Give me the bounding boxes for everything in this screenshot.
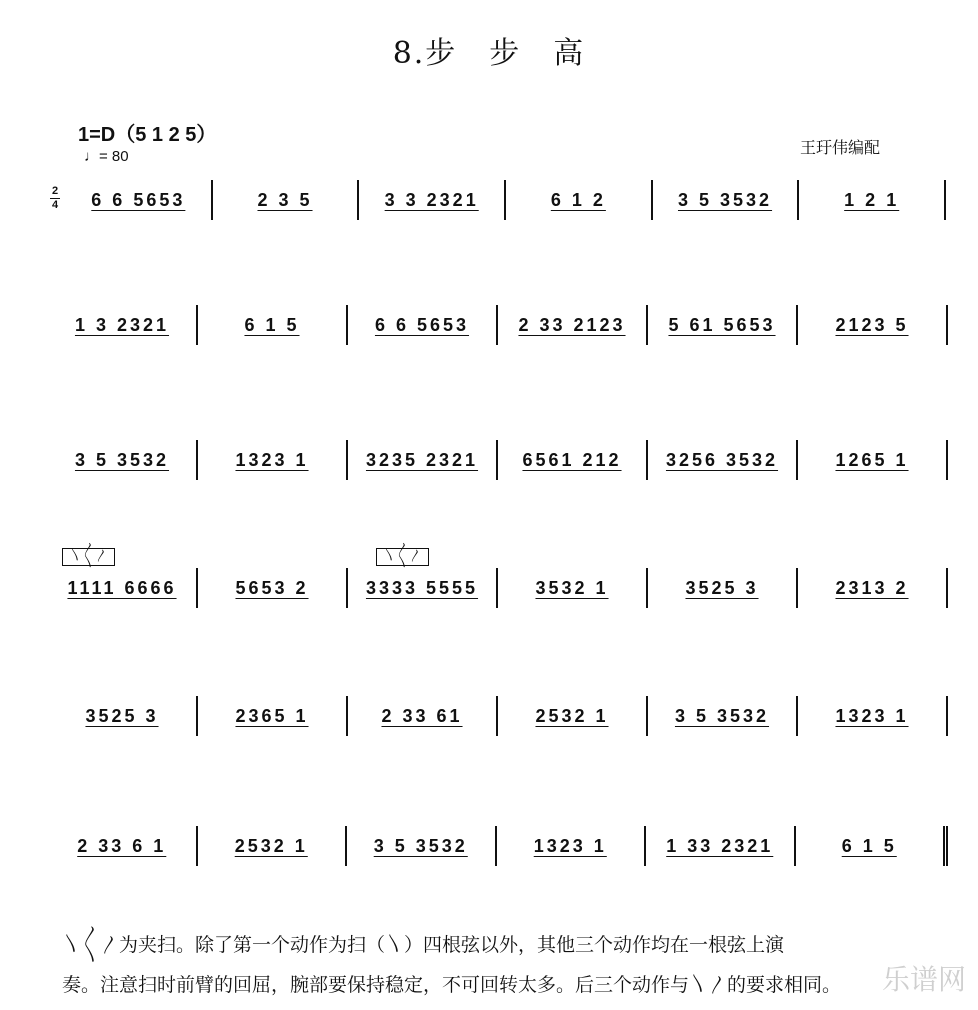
measure: [348, 568, 498, 608]
measure: [359, 180, 506, 220]
measure: [347, 826, 497, 866]
measure-notes: 3333 5555: [365, 577, 479, 598]
measure: [198, 440, 348, 480]
final-measure: [796, 826, 949, 866]
watermark: 乐谱网: [881, 963, 966, 996]
measure-notes: 2313 2: [835, 577, 909, 598]
measure-notes: 2365 1: [235, 705, 309, 726]
measure-notes: 3 5 3532: [373, 835, 468, 856]
measure: [798, 696, 948, 736]
measure-notes: 6 6 5653: [374, 314, 470, 335]
measure-notes: 2 3 5: [257, 189, 313, 210]
score-row-6: [48, 826, 948, 866]
measure: [48, 696, 198, 736]
measure-notes: 6 1 5: [841, 835, 897, 856]
key-signature: 1=D（5 1 2 5）: [78, 124, 217, 146]
measure: [348, 440, 498, 480]
measure: [348, 305, 498, 345]
score-row-1: [66, 180, 946, 220]
measure-notes: 2 33 6 1: [77, 835, 167, 856]
measure-notes: 1111 6666: [67, 577, 177, 598]
measure: [48, 305, 198, 345]
score-row-4: [48, 568, 948, 608]
time-signature: [50, 186, 60, 211]
measure-notes: 3 5 3532: [74, 449, 170, 470]
arranger-credit: 王玗伟编配: [800, 138, 881, 157]
measure-notes: 2123 5: [835, 314, 909, 335]
time-signature-bottom: 4: [51, 199, 59, 211]
page-title: 8.步 步 高: [392, 36, 586, 71]
measure-notes: 5 61 5653: [668, 314, 776, 335]
measure: [198, 305, 348, 345]
measure: [497, 826, 647, 866]
measure: [66, 180, 213, 220]
measure: [648, 440, 798, 480]
measure-notes: 1265 1: [835, 449, 909, 470]
measure-notes: 1323 1: [835, 705, 909, 726]
measure: [648, 696, 798, 736]
measure: [798, 440, 948, 480]
measure-notes: 3532 1: [535, 577, 609, 598]
measure: [198, 568, 348, 608]
measure: [348, 696, 498, 736]
measure-notes: 2532 1: [535, 705, 609, 726]
measure: [213, 180, 360, 220]
measure: [506, 180, 653, 220]
measure-notes: 6 1 2: [550, 189, 606, 210]
measure-notes: 3 5 3532: [677, 189, 773, 210]
measure-notes: 6561 212: [522, 449, 622, 470]
measure: [498, 568, 648, 608]
measure-notes: 3525 3: [85, 705, 159, 726]
score-row-5: [48, 696, 948, 736]
measure: [498, 440, 648, 480]
measure: [648, 568, 798, 608]
measure-notes: 1 2 1: [844, 189, 900, 210]
measure-notes: 1323 1: [235, 449, 309, 470]
measure-notes: 3 5 3532: [674, 705, 770, 726]
measure: [498, 305, 648, 345]
measure: [646, 826, 796, 866]
technique-box-1: 〵〳〵〳: [62, 548, 115, 566]
measure-notes: 2 33 2123: [518, 314, 626, 335]
measure-notes: 5653 2: [235, 577, 309, 598]
measure: [648, 305, 798, 345]
measure: [798, 305, 948, 345]
score-row-3: [48, 440, 948, 480]
measure: [48, 568, 198, 608]
measure: [653, 180, 800, 220]
measure-notes: 1323 1: [533, 835, 607, 856]
measure: [798, 568, 948, 608]
measure-notes: 3235 2321: [365, 449, 479, 470]
measure: [48, 826, 198, 866]
measure: [198, 696, 348, 736]
measure-notes: 6 6 5653: [91, 189, 186, 210]
technique-box-2: 〵〳〵〳: [376, 548, 429, 566]
measure-notes: 1 3 2321: [74, 314, 170, 335]
footnote-line-2: 奏。注意扫时前臂的回屈，腕部要保持稳定，不可回转太多。后三个动作与〵〳的要求相同。: [62, 974, 842, 996]
measure-notes: 3 3 2321: [384, 189, 479, 210]
footnote: [62, 925, 942, 1005]
footnote-line-1: 〵〳〵〳为夹扫。除了第一个动作为扫（〵）四根弦以外，其他三个动作均在一根弦上演: [62, 934, 785, 956]
measure: [48, 440, 198, 480]
tempo-marking: ♩= 80: [84, 148, 129, 165]
measure-notes: 6 1 5: [244, 314, 300, 335]
score-row-2: [48, 305, 948, 345]
measure-notes: 3525 3: [685, 577, 759, 598]
measure: [198, 826, 348, 866]
measure-notes: 2 33 61: [381, 705, 463, 726]
time-signature-top: 2: [51, 185, 59, 197]
measure-notes: 2532 1: [234, 835, 308, 856]
measure: [799, 180, 946, 220]
measure-notes: 3256 3532: [665, 449, 779, 470]
measure: [498, 696, 648, 736]
measure-notes: 1 33 2321: [666, 835, 774, 856]
